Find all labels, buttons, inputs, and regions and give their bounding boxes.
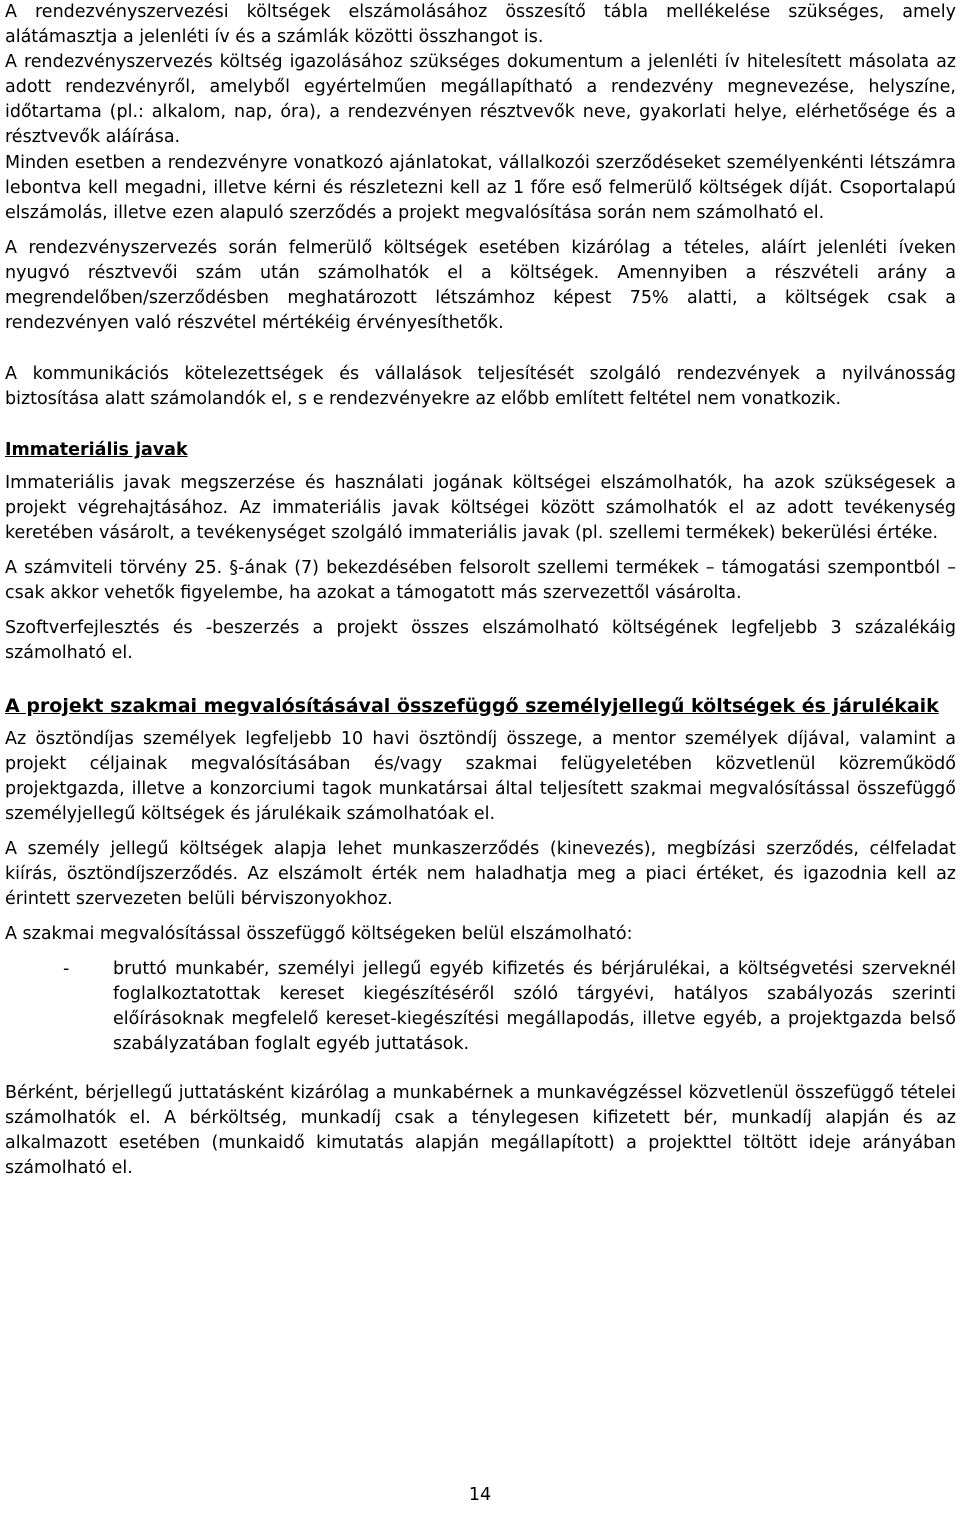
list-item xyxy=(5,957,956,1057)
section-heading-immaterial: Immateriális javak xyxy=(5,440,188,460)
paragraph-eligible-intro: A szakmai megvalósítással összefüggő költségeken belül elszámolható: xyxy=(5,924,633,944)
paragraph-participation-ratio: A rendezvényszervezés során felmerülő költségek esetében kizárólag a tételes, aláírt jelenléti íveken nyugvó résztvevői szám után számolhatók el a költségek. Amennyiben a részvételi arány a megrendelőben/szerződésben meghatározott létszámhoz képest 75% alatti, a költségek csak a rendezvényen való részvétel mértékéig érvényesíthetők. xyxy=(5,238,956,333)
list-dash-marker: - xyxy=(63,959,70,979)
paragraph-contract-basis: A személy jellegű költségek alapja lehet munkaszerződés (kinevezés), megbízási szerződés, célfeladat kiírás, ösztöndíjszerződés. Az elszámolt érték nem haladhatja meg a piaci értéket, és igazodnia kell az érintett szervezeten belüli bérviszonyokhoz. xyxy=(5,839,956,909)
paragraph-accounting-law: A számviteli törvény 25. §-ának (7) bekezdésében felsorolt szellemi termékek – támogatási szempontból – csak akkor vehetők figyelembe, ha azokat a támogatott más szervezettől vásárolta. xyxy=(5,558,956,603)
paragraph-communication-events: A kommunikációs kötelezettségek és vállalások teljesítését szolgáló rendezvények a nyilvánosság biztosítása alatt számolandók el, s e rendezvényekre az előbb említett feltétel nem vonatkozik. xyxy=(5,364,956,409)
paragraph-wage-definition: Bérként, bérjellegű juttatásként kizárólag a munkabérnek a munkavégzéssel közvetlenül összefüggő tételei számolhatók el. A bérköltség, munkadíj csak a ténylegesen kifizetett bér, munkadíj alapján és az alkalmazott esetében (munkaidő kimutatás alapján megállapított) a projekttel töltött ideje arányában számolható el. xyxy=(5,1083,956,1178)
page-number: 14 xyxy=(468,1485,492,1505)
paragraph-immaterial-costs: Immateriális javak megszerzése és használati jogának költségei elszámolhatók, ha azok szükségesek a projekt végrehajtásához. Az immateriális javak költségei között számolhatók el az adott tevékenység keretében vásárolt, a tevékenységet szolgáló immateriális javak (pl. szellemi termékek) bekerülési értéke. xyxy=(5,473,956,543)
eligible-cost-list xyxy=(5,957,956,1057)
spacer xyxy=(5,346,956,362)
paragraph-scholarship: Az ösztöndíjas személyek legfeljebb 10 havi ösztöndíj összege, a mentor személyek díjával, valamint a projekt céljainak megvalósításában és/vagy szakmai felügyeletében közvetlenül közreműködő projektgazda, illetve a konzorciumi tagok munkatársai által teljesített szakmai megvalósítással összefüggő személyjellegű költségek és járulékaik számolhatóak el. xyxy=(5,729,956,824)
paragraph-offers: Minden esetben a rendezvényre vonatkozó ajánlatokat, vállalkozói szerződéseket személyenkénti létszámra lebontva kell megadni, illetve kérni és részletezni kell az 1 főre eső felmerülő költségek díját. Csoportalapú elszámolás, illetve ezen alapuló szerződés a projekt megvalósítása során nem számolható el. xyxy=(5,153,956,223)
paragraph-software: Szoftverfejlesztés és -beszerzés a projekt összes elszámolható költségének legfeljebb 3 százalékáig számolható el. xyxy=(5,618,956,663)
paragraph-attendance-sheet: A rendezvényszervezés költség igazolásához szükséges dokumentum a jelenléti ív hitelesített másolata az adott rendezvényről, amelyből egyértelműen megállapítható a rendezvény megnevezése, helyszíne, időtartama (pl.: alkalom, nap, óra), a rendezvényen résztvevők neve, gyakorlati helye, elérhetősége és a résztvevők aláírása. xyxy=(5,52,956,147)
list-item-text: bruttó munkabér, személyi jellegű egyéb kifizetés és bérjárulékai, a költségvetési szerveknél foglalkoztatottak kereset kiegészítéséről szóló tárgyévi, hatályos szabályozás szerinti előírásoknak megfelelő kereset-kiegészítési megállapodás, illetve egyéb, a projektgazda belső szabályzatában foglalt egyéb juttatások. xyxy=(113,959,956,1054)
section-heading-personnel: A projekt szakmai megvalósításával összefüggő személyjellegű költségek és járulékaik xyxy=(5,695,939,717)
paragraph-summary-table: A rendezvényszervezési költségek elszámolásához összesítő tábla mellékelése szükséges, amely alátámasztja a jelenléti ív és a számlák közötti összhangot is. xyxy=(5,2,956,47)
